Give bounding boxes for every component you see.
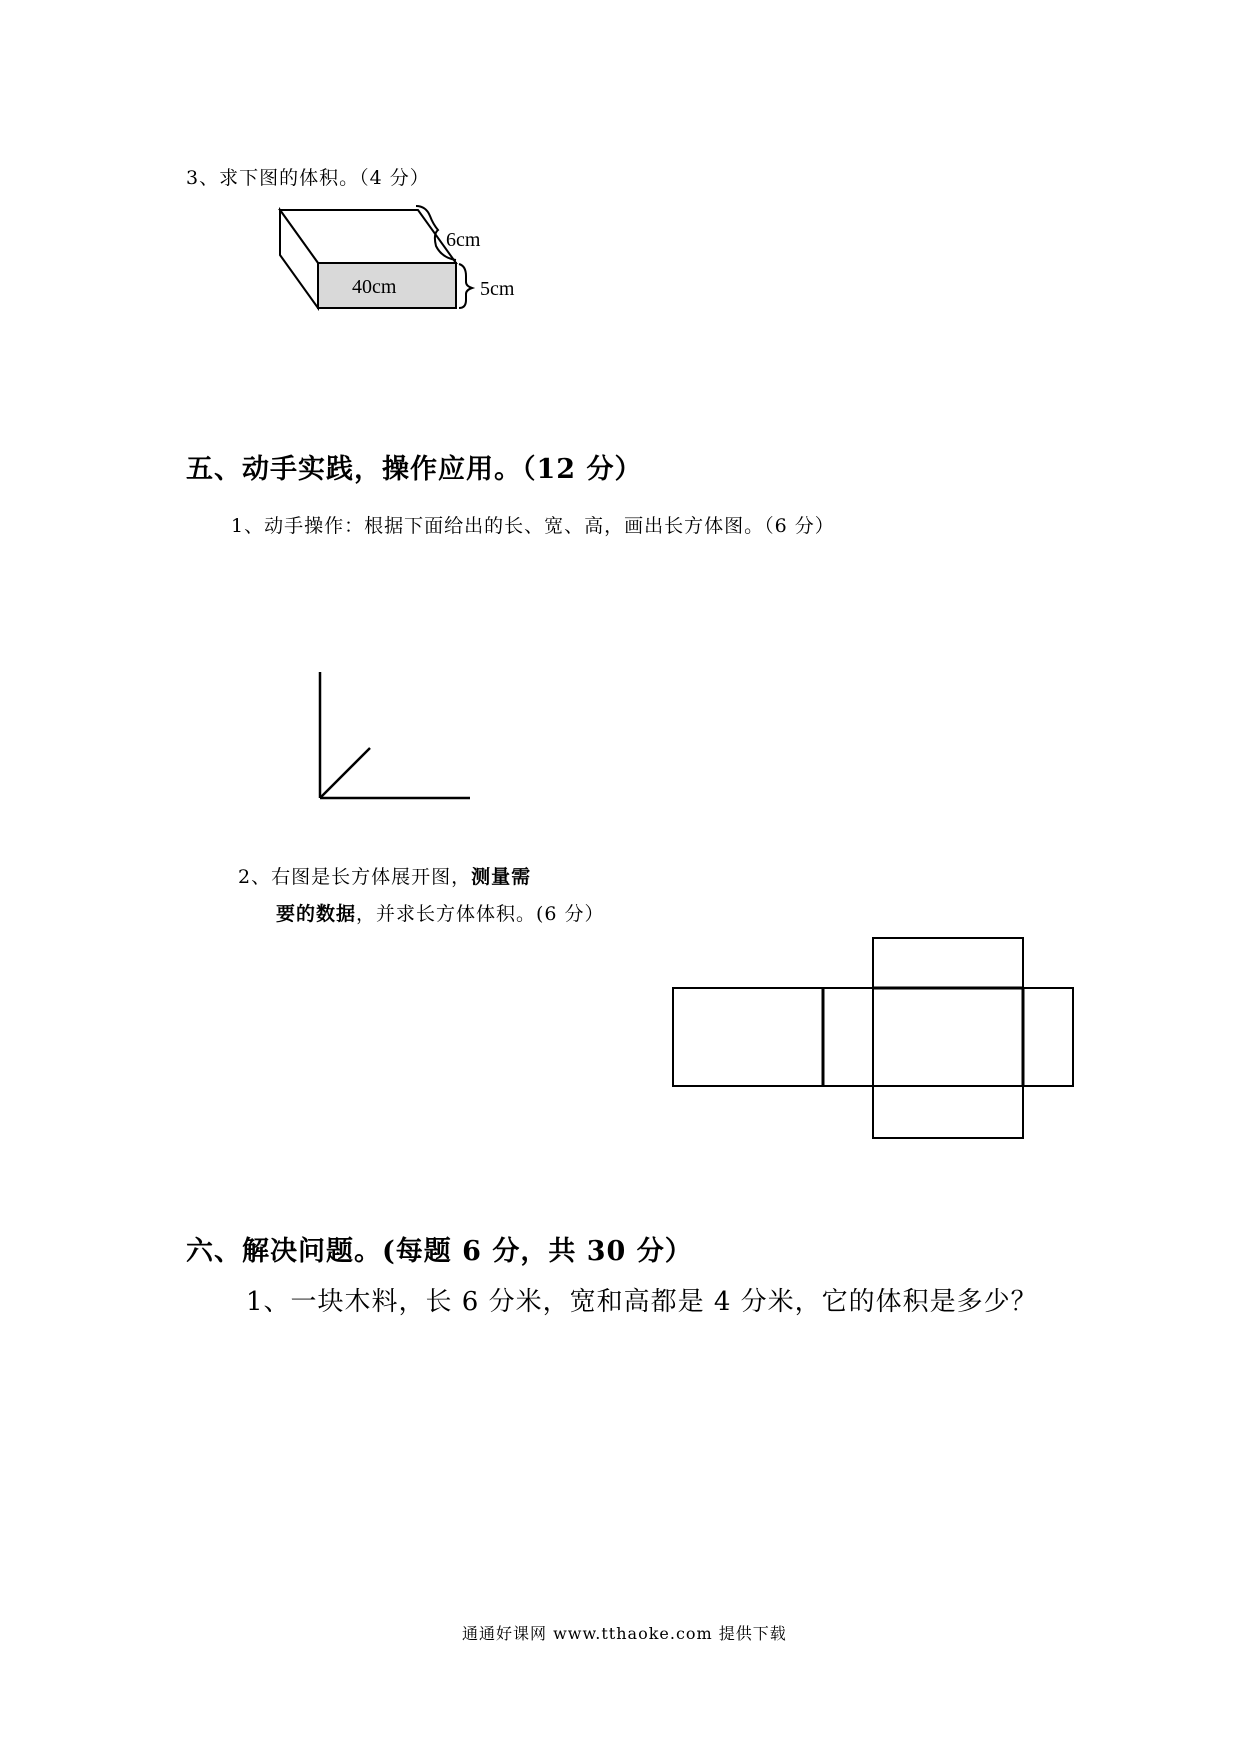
section5-heading: 五、动手实践，操作应用。（12 分） bbox=[186, 454, 643, 485]
net-left-side-face bbox=[823, 988, 873, 1086]
net-top-face bbox=[873, 938, 1023, 988]
net-left-face bbox=[673, 988, 823, 1086]
section5-q2-line2 bbox=[276, 899, 605, 926]
height-label: 5cm bbox=[480, 278, 515, 300]
axes-figure bbox=[310, 670, 475, 805]
length-label: 40cm bbox=[352, 276, 397, 298]
section6-q1-text: 1、一块木料，长 6 分米，宽和高都是 4 分米，它的体积是多少？ bbox=[246, 1287, 1038, 1317]
cuboid-figure bbox=[270, 200, 530, 315]
section5-q2-line1 bbox=[238, 862, 531, 889]
footer-text: 通通好课网 www.tthaoke.com 提供下载 bbox=[462, 1624, 787, 1643]
cuboid-net-figure bbox=[670, 935, 1080, 1145]
net-center-face bbox=[873, 988, 1023, 1086]
height-brace bbox=[459, 264, 472, 308]
section5-q2-line2-bold: 要的数据 bbox=[276, 903, 357, 925]
net-right-face bbox=[1023, 988, 1073, 1086]
width-label: 6cm bbox=[446, 229, 481, 251]
section5-q1-text: 1、动手操作：根据下面给出的长、宽、高，画出长方体图。（6 分） bbox=[231, 515, 835, 537]
depth-axis-line bbox=[320, 748, 370, 798]
q3-text: 3、求下图的体积。（4 分） bbox=[186, 167, 430, 189]
section5-q2-line2-rest: ，并求长方体体积。(6 分） bbox=[356, 903, 605, 925]
section5-q2-line1-bold: 测量需 bbox=[471, 866, 532, 888]
section6-heading: 六、解决问题。(每题 6 分，共 30 分） bbox=[186, 1236, 693, 1267]
section5-q2-line1-prefix: 2、右图是长方体展开图， bbox=[238, 866, 472, 888]
net-bottom-face bbox=[873, 1086, 1023, 1138]
